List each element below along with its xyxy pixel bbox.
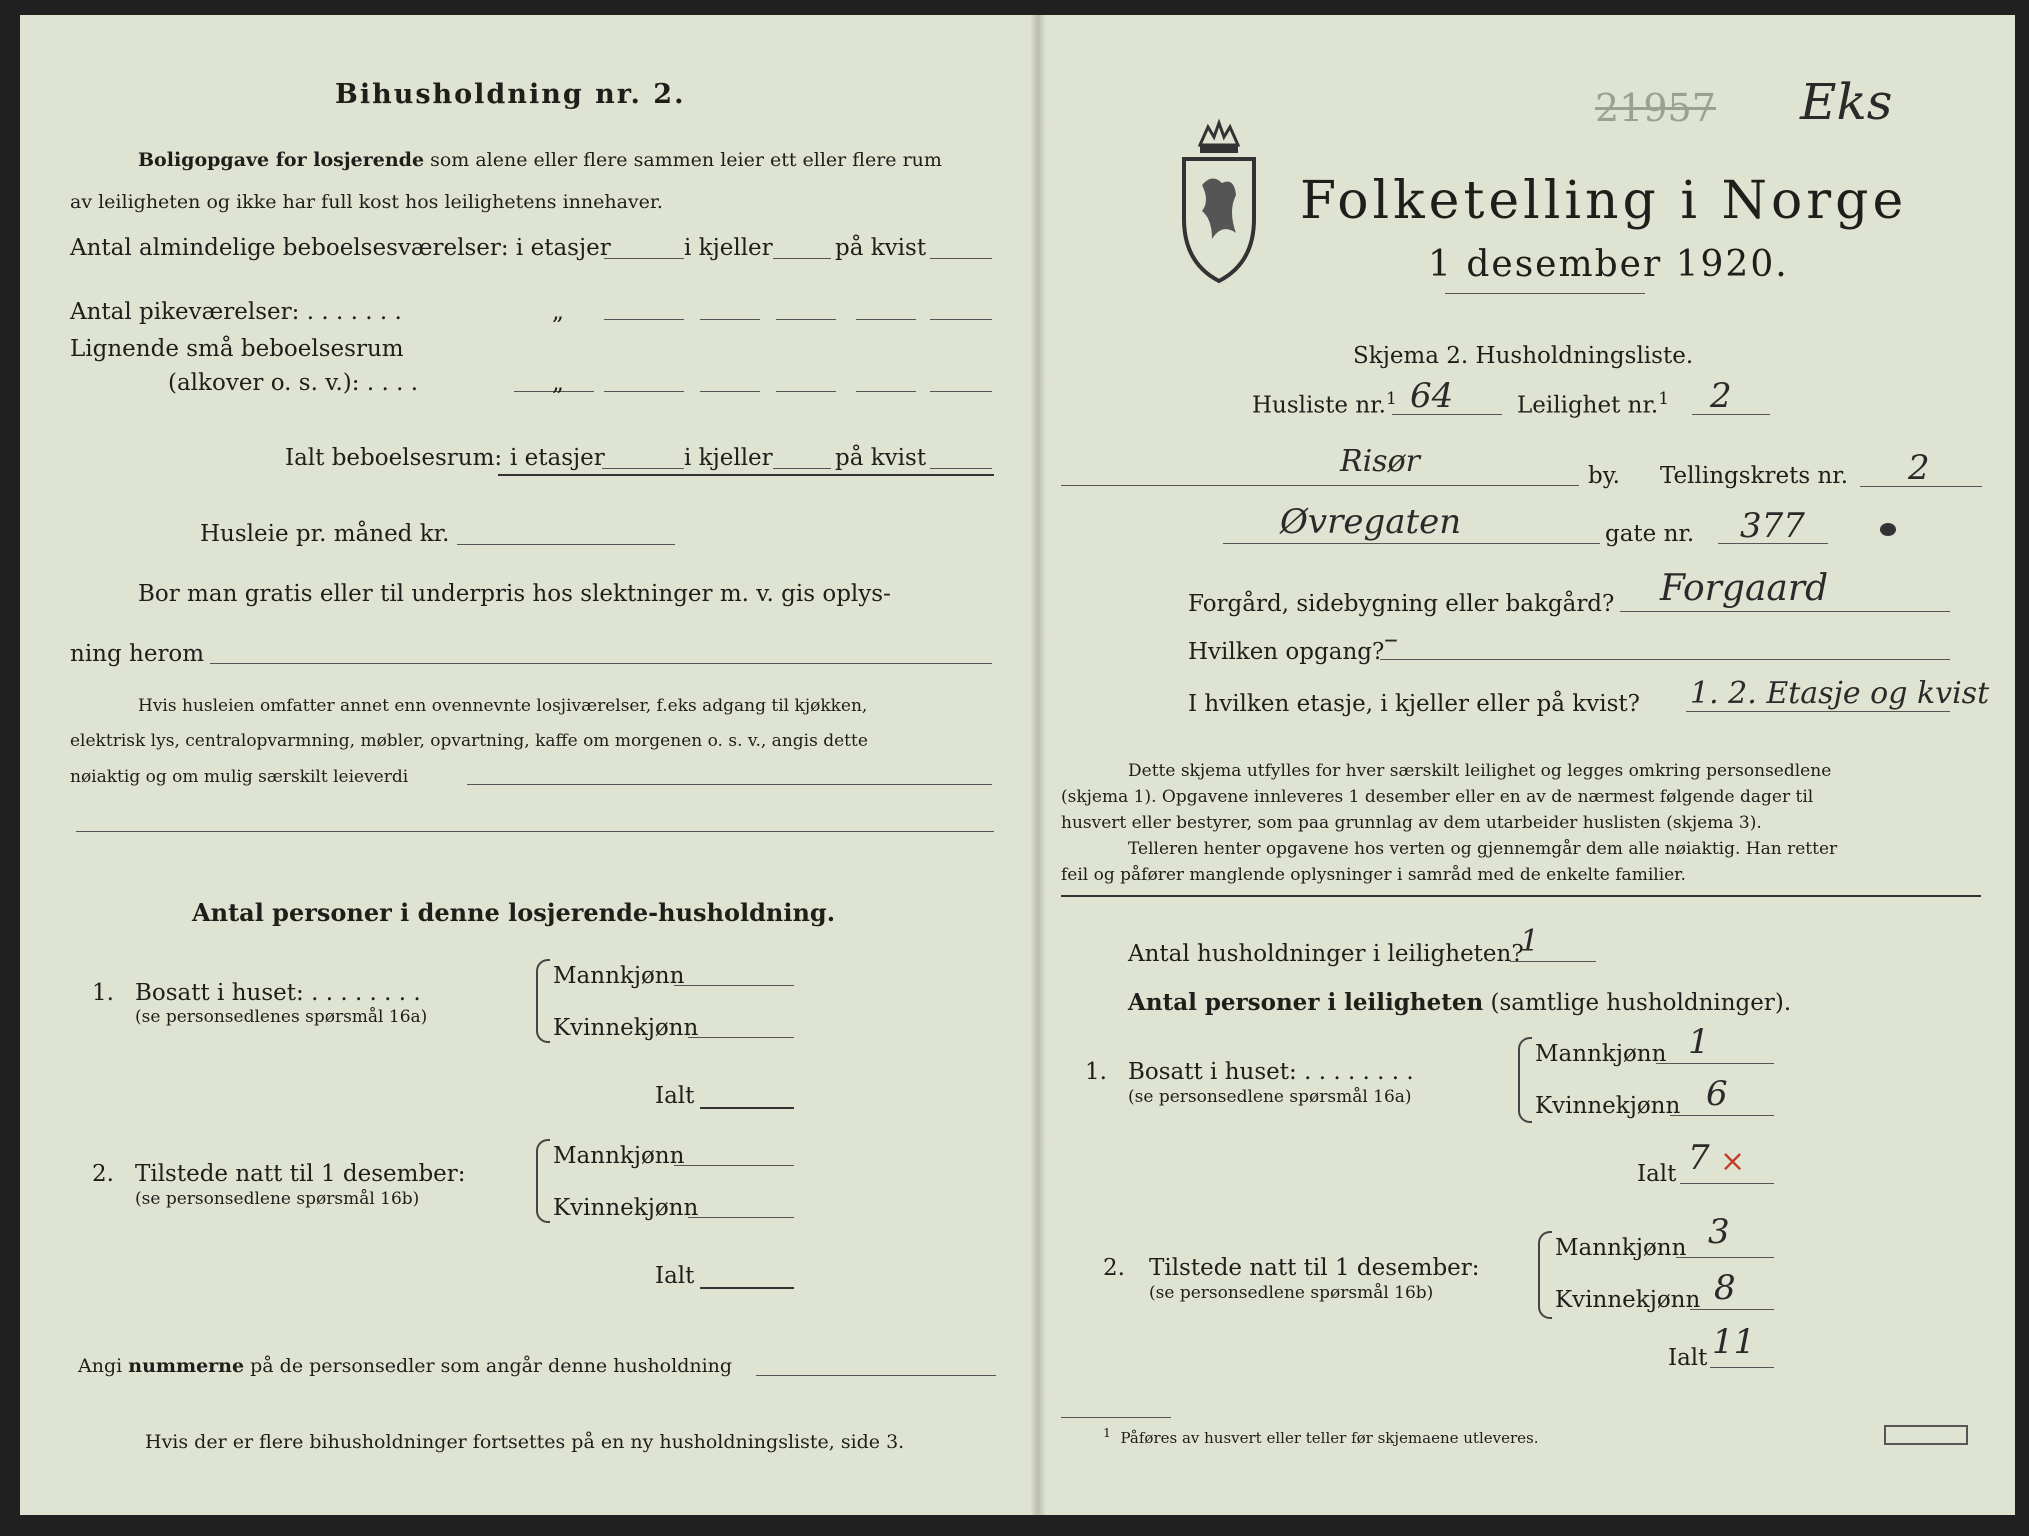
instr-line-1: Dette skjema utfylles for hver særskilt leilighet og legges omkring personsedlene	[1128, 761, 1832, 781]
right-q2-kvinne-line	[1690, 1309, 1774, 1310]
etasje-line	[1686, 711, 1950, 712]
left-q1-num: 1.	[92, 980, 114, 1006]
husleie-label: Husleie pr. måned kr.	[200, 521, 450, 547]
ditto-mark: „	[552, 299, 564, 325]
label-paa-kvist: på kvist	[835, 235, 927, 261]
opgang-label: Hvilken opgang?	[1188, 639, 1385, 665]
by-value: Risør	[1340, 444, 1420, 479]
census-form-sheet	[20, 15, 2015, 1515]
angi-word: Angi	[78, 1355, 123, 1377]
forgard-value: Forgaard	[1660, 568, 1829, 609]
row-almindelige: Antal almindelige beboelsesværelser: i etasjer	[70, 235, 611, 261]
opgang-line	[1380, 659, 1950, 660]
page-fold	[1030, 15, 1046, 1515]
opgang-value: –	[1384, 622, 1398, 655]
schema-label: Skjema 2. Husholdningsliste.	[1353, 343, 1694, 369]
right-q1-sub: (se personsedlene spørsmål 16a)	[1128, 1087, 1412, 1107]
blank-alk-e	[856, 391, 916, 392]
tellingskrets-line	[1860, 486, 1982, 487]
left-q2-mann-label: Mannkjønn	[553, 1143, 685, 1169]
right-q1-num: 1.	[1085, 1059, 1107, 1085]
blank-etasjer	[604, 258, 684, 259]
blank-alk-b	[604, 391, 684, 392]
intro-bold: Boligopgave for losjerende	[138, 149, 425, 171]
right-q2-mann-label: Mannkjønn	[1555, 1235, 1687, 1261]
left-q1-label: Bosatt i huset: . . . . . . . .	[135, 980, 421, 1006]
etasje-label: I hvilken etasje, i kjeller eller på kvist?	[1188, 691, 1640, 717]
right-q1-ialt-label: Ialt	[1637, 1161, 1677, 1187]
instr-line-2: (skjema 1). Opgavene innleveres 1 desember eller en av de nærmest følgende dager til	[1061, 787, 1814, 807]
antal-hush-value: 1	[1520, 924, 1540, 959]
angi-line	[78, 1357, 732, 1376]
blank-angi	[756, 1375, 996, 1376]
antal-hush-label: Antal husholdninger i leiligheten?	[1128, 941, 1524, 967]
leilighet-line	[1692, 414, 1770, 415]
ialt-i-kjeller: i kjeller	[684, 445, 773, 471]
blank-ialt-kvist	[930, 468, 992, 469]
right-q2-mann-line	[1676, 1257, 1774, 1258]
left-q2-ialt-blank	[700, 1287, 794, 1289]
left-q2-kvinne-label: Kvinnekjønn	[553, 1195, 699, 1221]
left-q2-sub: (se personsedlene spørsmål 16b)	[135, 1189, 420, 1209]
left-q2-kvinne-blank	[688, 1217, 794, 1218]
by-label: by.	[1588, 463, 1620, 489]
date-underline	[1445, 293, 1645, 294]
right-q1-mann-line	[1656, 1063, 1774, 1064]
left-q1-ialt-blank	[700, 1107, 794, 1109]
ialt-underline	[498, 474, 994, 476]
right-q1-red-mark: ×	[1720, 1144, 1746, 1179]
right-q1-brace	[1518, 1037, 1532, 1123]
right-q2-brace	[1538, 1231, 1552, 1319]
footnote	[1103, 1427, 1539, 1446]
tellingskrets-value: 2	[1908, 448, 1930, 488]
hvis-line-1: Hvis husleien omfatter annet enn ovennevnte losjiværelser, f.eks adgang til kjøkken,	[138, 696, 868, 716]
husliste-label	[1252, 391, 1397, 418]
blank-alk-d	[776, 391, 836, 392]
left-heading: Bihusholdning nr. 2.	[335, 79, 686, 110]
leilighet-sup: 1	[1658, 389, 1670, 409]
gratis-line-1: Bor man gratis eller til underpris hos slektninger m. v. gis oplys-	[138, 581, 891, 607]
gratis-line-2: ning herom	[70, 641, 205, 667]
right-q2-ialt-line	[1710, 1367, 1774, 1368]
instr-line-5: feil og påfører manglende oplysninger i samråd med de enkelte familier.	[1061, 865, 1686, 885]
blank-ialt-etasjer	[602, 468, 684, 469]
leilighet-value: 2	[1710, 376, 1732, 416]
leilighet-text: Leilighet nr.	[1517, 392, 1659, 419]
etasje-value: 1. 2. Etasje og kvist	[1690, 676, 1990, 711]
right-q1-kvinne-label: Kvinnekjønn	[1535, 1093, 1681, 1119]
hvis-line-3: nøiaktig og om mulig særskilt leieverdi	[70, 767, 409, 787]
left-q1-kvinne-label: Kvinnekjønn	[553, 1015, 699, 1041]
antal-pers-line	[1128, 991, 1791, 1015]
footnote-rule	[1061, 1417, 1171, 1418]
blank-pike-etasjer	[604, 319, 684, 320]
blank-gratis	[210, 663, 992, 664]
coat-of-arms-icon	[1178, 115, 1260, 285]
angi-bold: nummerne	[128, 1355, 245, 1377]
leilighet-label	[1517, 391, 1669, 418]
gate-nr-line	[1718, 543, 1828, 544]
right-q2-num: 2.	[1103, 1255, 1125, 1281]
husliste-line	[1392, 414, 1502, 415]
label-i-kjeller: i kjeller	[684, 235, 773, 261]
blank-husleie	[457, 544, 675, 545]
left-q2-num: 2.	[92, 1161, 114, 1187]
census-date: 1 desember 1920.	[1428, 244, 1789, 285]
left-q1-sub: (se personsedlenes spørsmål 16a)	[135, 1007, 428, 1027]
by-line	[1061, 485, 1579, 486]
antal-hush-line	[1510, 961, 1596, 962]
left-q2-brace	[536, 1139, 550, 1223]
husliste-sup: 1	[1385, 389, 1397, 409]
gate-nr-value: 377	[1740, 506, 1805, 546]
row-ialt-label: Ialt beboelsesrum:	[285, 445, 503, 471]
right-q1-ialt-value: 7	[1688, 1138, 1710, 1178]
right-q2-ialt-label: Ialt	[1668, 1345, 1708, 1371]
instr-line-4: Telleren henter opgavene hos verten og gjennemgår dem alle nøiaktig. Han retter	[1128, 839, 1838, 859]
instr-rule	[1061, 895, 1981, 897]
blank-leieverdi	[467, 784, 992, 785]
footnote-text: Påføres av husvert eller teller før skjemaene utleveres.	[1120, 1429, 1539, 1447]
footnote-sup: 1	[1103, 1425, 1111, 1440]
left-q1-mann-blank	[674, 985, 794, 986]
left-q2-mann-blank	[674, 1165, 794, 1166]
ink-blot	[1880, 523, 1896, 536]
row-lignende: Lignende små beboelsesrum	[70, 336, 404, 362]
right-q2-sub: (se personsedlene spørsmål 16b)	[1149, 1283, 1434, 1303]
blank-pike-kvist-a	[856, 319, 916, 320]
left-q1-ialt-label: Ialt	[655, 1083, 695, 1109]
ialt-i-etasjer: i etasjer	[510, 445, 605, 471]
corner-note: Eks	[1800, 73, 1893, 131]
blank-kjeller	[773, 258, 831, 259]
right-q1-kvinne-line	[1670, 1115, 1774, 1116]
left-q2-label: Tilstede natt til 1 desember:	[135, 1161, 466, 1187]
blank-alk-f	[930, 391, 992, 392]
blank-alk-c	[700, 391, 760, 392]
hvis-line-2: elektrisk lys, centralopvarmning, møbler, opvartning, kaffe om morgenen o. s. v., angis dette	[70, 731, 868, 751]
angi-rest: på de personsedler som angår denne husholdning	[250, 1355, 733, 1377]
tellingskrets-label: Tellingskrets nr.	[1660, 463, 1849, 489]
ditto-mark-2: „	[552, 370, 564, 396]
intro-line-1	[138, 151, 942, 170]
left-q1-brace	[536, 959, 550, 1043]
left-q1-mann-label: Mannkjønn	[553, 963, 685, 989]
printer-stamp	[1884, 1425, 1968, 1445]
intro-rest: som alene eller flere sammen leier ett eller flere rum	[430, 149, 942, 171]
right-q2-kvinne-label: Kvinnekjønn	[1555, 1287, 1701, 1313]
right-q1-label: Bosatt i huset: . . . . . . . .	[1128, 1059, 1414, 1085]
right-q2-mann-value: 3	[1708, 1212, 1730, 1252]
antal-losjerende-heading: Antal personer i denne losjerende-husholdning.	[192, 898, 836, 927]
blank-pike-mid	[776, 319, 836, 320]
left-q2-ialt-label: Ialt	[655, 1263, 695, 1289]
blank-pike-kvist-b	[930, 319, 992, 320]
left-q1-kvinne-blank	[688, 1037, 794, 1038]
ialt-paa-kvist: på kvist	[835, 445, 927, 471]
antal-pers-rest: (samtlige husholdninger).	[1490, 990, 1792, 1016]
forgard-line	[1620, 611, 1950, 612]
corner-number: 21957	[1595, 86, 1716, 130]
gate-line	[1223, 543, 1600, 544]
husliste-value: 64	[1410, 376, 1454, 416]
right-q2-label: Tilstede natt til 1 desember:	[1149, 1255, 1480, 1281]
intro-line-2: av leiligheten og ikke har full kost hos leilighetens innehaver.	[70, 191, 663, 213]
right-q1-mann-label: Mannkjønn	[1535, 1041, 1667, 1067]
gate-label: gate nr.	[1605, 521, 1695, 547]
row-alkover: (alkover o. s. v.): . . . .	[168, 370, 419, 396]
right-q1-mann-value: 1	[1688, 1022, 1710, 1062]
blank-pike-kjeller	[700, 319, 760, 320]
blank-kvist	[930, 258, 992, 259]
right-q1-kvinne-value: 6	[1706, 1074, 1728, 1114]
right-q1-ialt-line	[1680, 1183, 1774, 1184]
husliste-text: Husliste nr.	[1252, 392, 1386, 419]
gate-value: Øvregaten	[1280, 502, 1462, 542]
antal-pers-bold: Antal personer i leiligheten	[1128, 989, 1484, 1016]
blank-ialt-kjeller	[773, 468, 831, 469]
main-title: Folketelling i Norge	[1300, 171, 1908, 231]
right-q2-kvinne-value: 8	[1714, 1268, 1736, 1308]
instr-line-3: husvert eller bestyrer, som paa grunnlag av dem utarbeider huslisten (skjema 3).	[1061, 813, 1762, 833]
left-footer: Hvis der er flere bihusholdninger fortsettes på en ny husholdningsliste, side 3.	[145, 1431, 905, 1453]
right-q2-ialt-value: 11	[1712, 1322, 1756, 1362]
forgard-label: Forgård, sidebygning eller bakgård?	[1188, 591, 1615, 617]
blank-extra-line	[76, 831, 994, 832]
row-pike: Antal pikeværelser: . . . . . . .	[70, 299, 402, 325]
